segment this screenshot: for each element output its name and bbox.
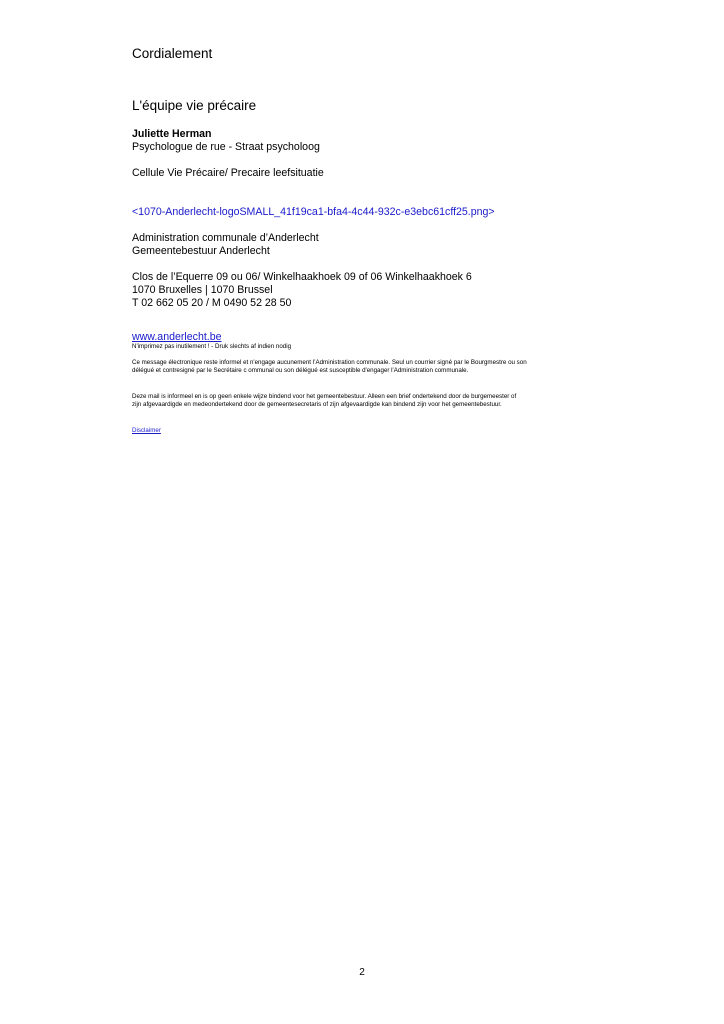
- signature-phone: T 02 662 05 20 / M 0490 52 28 50: [132, 297, 292, 309]
- signature-role: Psychologue de rue - Straat psycholoog: [132, 141, 320, 153]
- signature-admin-fr: Administration communale d’Anderlecht: [132, 232, 319, 244]
- logo-image-placeholder[interactable]: <1070-Anderlecht-logoSMALL_41f19ca1-bfa4-4c44-932c-e3ebc61cff25.png>: [132, 206, 495, 218]
- disclaimer-text-fr: Ce message électronique reste informel et n'engage aucunement l’Administration communale. Seul un courrier signé par le Bourgmestre ou son délégué et contresigné par le Secrétaire c ommunal ou son délégué est susceptible d'engager l'Administration communale.: [132, 359, 527, 374]
- no-print-notice: N'imprimez pas inutilement ! - Druk slechts af indien nodig: [132, 343, 292, 350]
- disclaimer-text-nl: Deze mail is informeel en is op geen enkele wijze bindend voor het gemeentebestuur. Alleen een brief ondertekend door de burgemeester of zijn afgevaardigde en medeondertekend door de gemeentesecretaris of zijn afgevaardigde kan bindend zijn voor het gemeentebestuur.: [132, 393, 517, 408]
- signature-unit: Cellule Vie Précaire/ Precaire leefsituatie: [132, 167, 324, 179]
- signature-address-line1: Clos de l’Equerre 09 ou 06/ Winkelhaakhoek 09 of 06 Winkelhaakhoek 6: [132, 271, 472, 283]
- closing-greeting: Cordialement: [132, 46, 213, 61]
- disclaimer-link[interactable]: Disclaimer: [132, 427, 161, 434]
- page-number: 2: [359, 967, 365, 978]
- team-signoff: L'équipe vie précaire: [132, 98, 257, 113]
- signature-name: Juliette Herman: [132, 128, 212, 140]
- signature-address-line2: 1070 Bruxelles | 1070 Brussel: [132, 284, 273, 296]
- signature-admin-nl: Gemeentebestuur Anderlecht: [132, 245, 270, 257]
- email-signature: [132, 128, 572, 310]
- website-link[interactable]: www.anderlecht.be: [132, 331, 222, 343]
